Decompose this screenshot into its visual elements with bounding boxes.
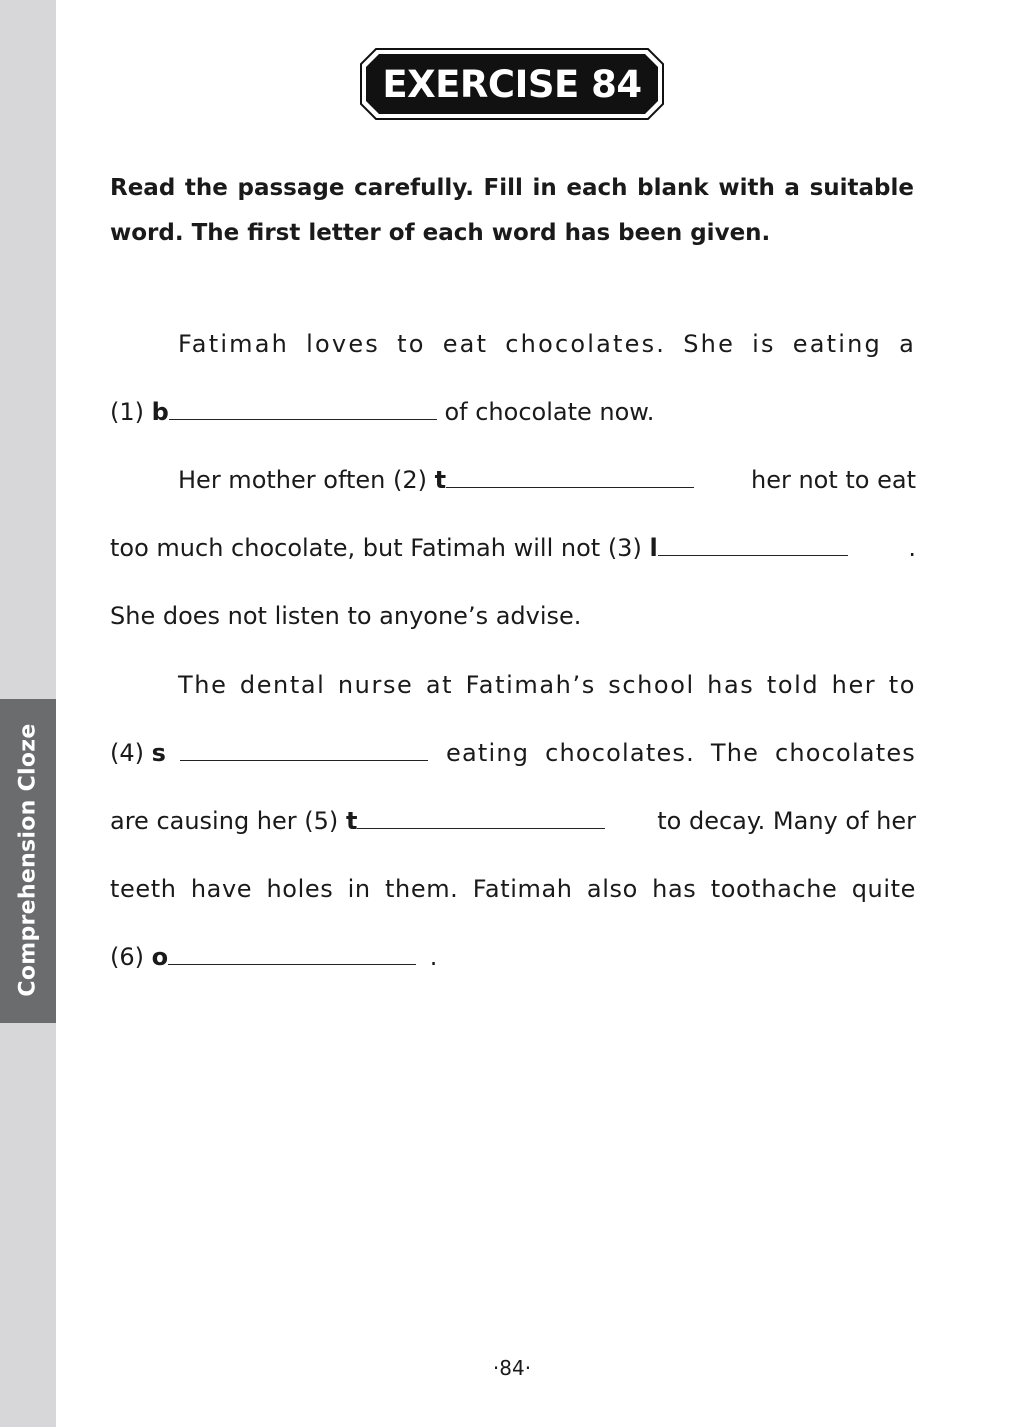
passage-line-8-tail: to decay. Many of her bbox=[657, 807, 916, 835]
passage-line-4: too much chocolate, but Fatimah will not (3) l bbox=[110, 528, 848, 568]
question-1-blank[interactable] bbox=[169, 397, 437, 420]
question-2-number: (2) bbox=[393, 466, 427, 494]
question-3-number: (3) bbox=[607, 534, 642, 562]
question-6-number: (6) bbox=[110, 943, 144, 971]
passage-line-4-tail: . bbox=[908, 534, 916, 562]
page-title: EXERCISE 84 bbox=[382, 62, 642, 106]
section-tab-label: Comprehension Cloze bbox=[15, 723, 41, 997]
question-5-number: (5) bbox=[304, 807, 339, 835]
question-3-blank[interactable] bbox=[658, 533, 848, 556]
passage-line-10: (6) o . bbox=[110, 943, 438, 971]
passage-line-7-tail: eating chocolates. The chocolates bbox=[446, 739, 916, 767]
passage-line-9: teeth have holes in them. Fatimah also has toothache quite bbox=[110, 875, 916, 903]
passage-line-8: are causing her (5) t bbox=[110, 801, 605, 841]
passage-line-5: She does not listen to anyone’s advise. bbox=[110, 602, 582, 630]
passage-line-3-tail: her not to eat bbox=[750, 466, 916, 494]
question-5-hint-letter: t bbox=[345, 807, 358, 835]
question-3-hint-letter: l bbox=[649, 534, 658, 562]
question-1-hint-letter: b bbox=[151, 398, 169, 426]
question-6-hint-letter: o bbox=[151, 943, 169, 971]
page-number: ·84· bbox=[492, 1356, 532, 1380]
question-2-blank[interactable] bbox=[446, 465, 694, 488]
question-6-blank[interactable] bbox=[168, 942, 416, 965]
instructions: Read the passage carefully. Fill in each blank with a suitable word. The first letter of each word has been given. bbox=[110, 175, 914, 246]
question-4-hint-letter: s bbox=[151, 739, 166, 767]
question-4-number: (4) bbox=[110, 739, 144, 767]
passage-line-3: Her mother often (2) t bbox=[178, 460, 694, 500]
passage-line-7 bbox=[110, 733, 428, 773]
passage-line-2: (1) b of chocolate now. bbox=[110, 398, 655, 426]
question-4-blank[interactable] bbox=[180, 738, 428, 761]
question-5-blank[interactable] bbox=[357, 806, 605, 829]
passage-line-1: Fatimah loves to eat chocolates. She is eating a bbox=[178, 330, 916, 358]
question-2-hint-letter: t bbox=[434, 466, 447, 494]
section-tab bbox=[0, 699, 56, 1023]
question-1-number: (1) bbox=[110, 398, 144, 426]
exercise-title-badge bbox=[360, 48, 664, 120]
passage-line-6: The dental nurse at Fatimah’s school has told her to bbox=[178, 671, 916, 699]
